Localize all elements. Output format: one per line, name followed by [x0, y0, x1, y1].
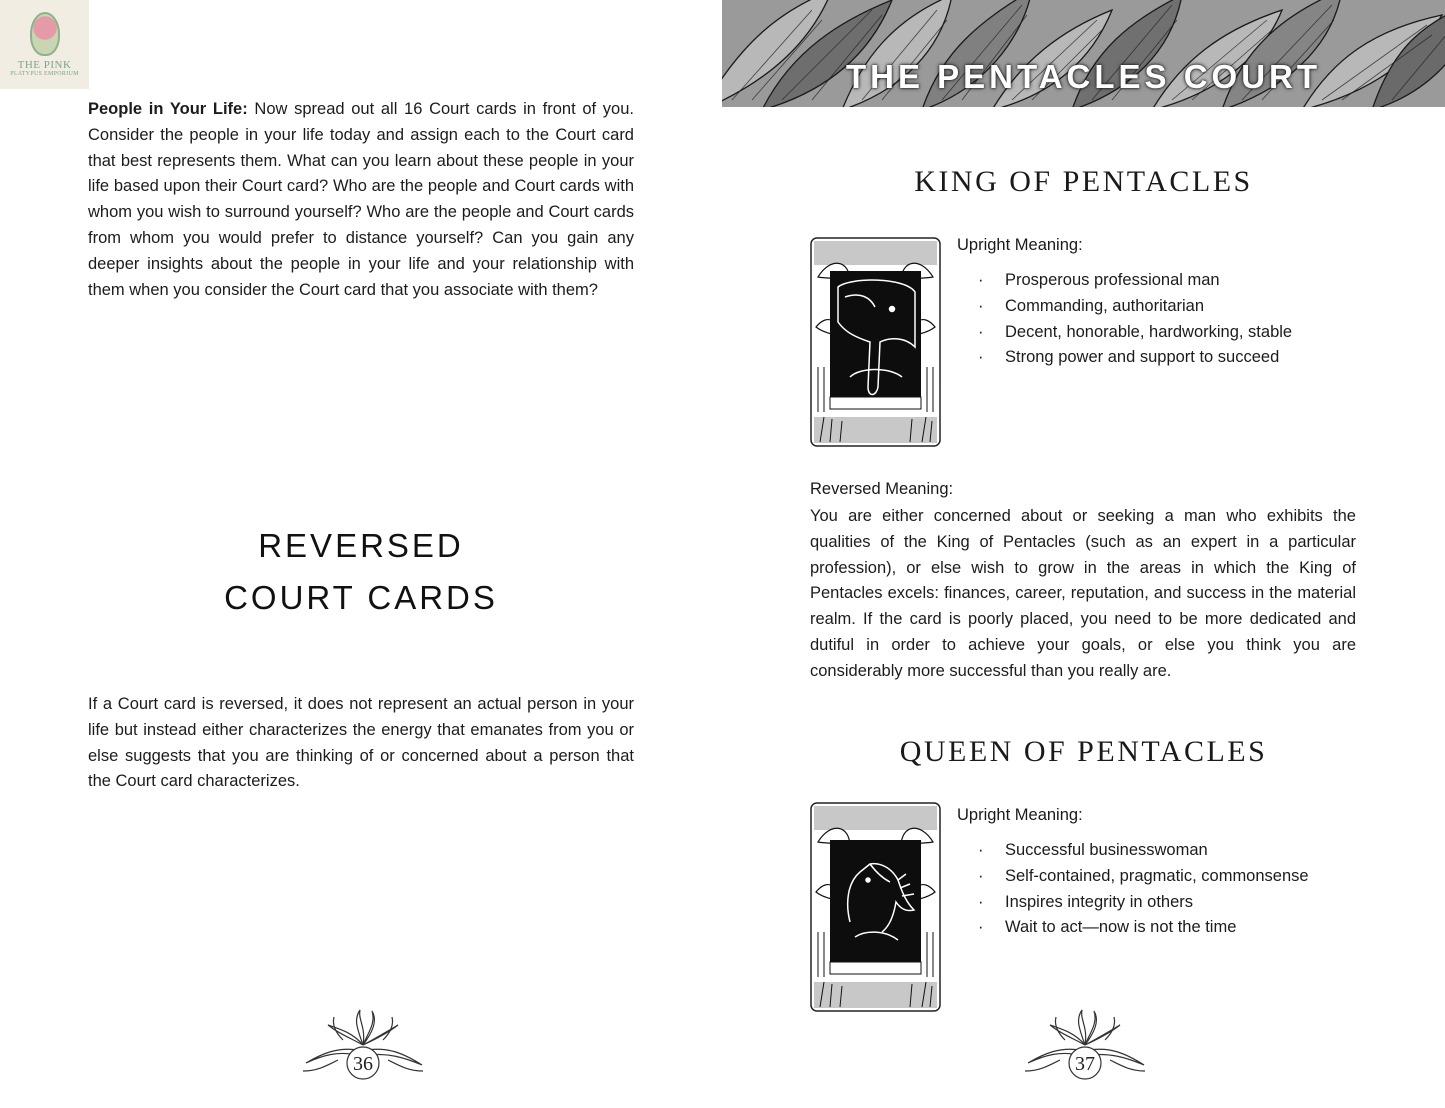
- queen-card-image: [810, 802, 941, 1012]
- logo-line2: PLATYPUS EMPORIUM: [10, 71, 79, 77]
- people-text: Now spread out all 16 Court cards in front of you. Consider the people in your life today and assign each to the Court card that best represents them. What can you learn about these people in your life based upon their Court card? Who are the people and Court cards with whom you wish to surround yourself? Who are the people and Court cards from whom you would prefer to distance yourself? Can you gain any deeper insights about the people in your life and your relationship with them when you consider the Court card that you associate with them?: [88, 100, 634, 299]
- bullet-icon: ·: [978, 892, 984, 911]
- king-upright-list: [978, 268, 1292, 371]
- king-upright-label: Upright Meaning:: [957, 236, 1083, 254]
- publisher-logo: [0, 0, 89, 89]
- king-card-image: [810, 237, 941, 447]
- page-number-right: [1020, 1005, 1150, 1080]
- list-item: · Strong power and support to succeed: [978, 345, 1292, 371]
- bullet-icon: ·: [978, 322, 984, 341]
- king-reversed-label: Reversed Meaning:: [810, 480, 954, 498]
- horse-card-icon: [810, 802, 941, 1012]
- flamingo-logo-icon: [30, 12, 60, 56]
- banner-title: THE PENTACLES COURT: [845, 58, 1322, 95]
- pentacles-court-banner: [722, 0, 1445, 107]
- people-in-your-life-paragraph: [88, 97, 634, 303]
- queen-upright-label: Upright Meaning:: [957, 806, 1083, 824]
- list-item: · Decent, honorable, hardworking, stable: [978, 320, 1292, 346]
- page-number-37: 37: [1075, 1053, 1095, 1075]
- reversed-court-cards-paragraph: If a Court card is reversed, it does not represent an actual person in your life but instead either characterizes the energy that emanates from you or else suggests that you are thinking of or concerned about a person that the Court card characterizes.: [88, 695, 634, 791]
- reversed-heading-line1: REVERSED: [258, 527, 464, 564]
- list-item: · Successful businesswoman: [978, 838, 1309, 864]
- list-item: · Self-contained, pragmatic, commonsense: [978, 864, 1309, 890]
- king-of-pentacles-heading: KING OF PENTACLES: [914, 165, 1253, 198]
- bullet-icon: ·: [978, 841, 984, 859]
- elephant-card-icon: [810, 237, 941, 447]
- king-reversed-text: You are either concerned about or seeking a man who exhibits the qualities of the King of Pentacles (such as an expert in a particular profession), or else wish to grow in the areas in which the King of Pentacles excels: finances, career, reputation, and success in the material realm. If the card is poorly placed, you need to be more dedicated and dutiful in order to achieve your goals, or else you think you are considerably more successful than you really are.: [810, 507, 1356, 680]
- bullet-icon: ·: [978, 866, 984, 885]
- page-number-left: [298, 1005, 428, 1080]
- bullet-icon: ·: [978, 296, 984, 315]
- bullet-icon: ·: [978, 271, 984, 289]
- bullet-icon: ·: [978, 918, 984, 937]
- page-number-36: 36: [353, 1053, 373, 1075]
- queen-upright-list: [978, 838, 1309, 941]
- list-item: · Commanding, authoritarian: [978, 294, 1292, 320]
- logo-line1: THE PINK: [17, 59, 72, 71]
- queen-of-pentacles-heading: QUEEN OF PENTACLES: [899, 735, 1268, 768]
- bullet-icon: ·: [978, 348, 984, 367]
- people-label: People in Your Life:: [88, 100, 248, 118]
- list-item: · Inspires integrity in others: [978, 890, 1309, 916]
- reversed-heading-line2: COURT CARDS: [224, 579, 498, 616]
- reversed-court-cards-heading: [130, 520, 592, 624]
- list-item: · Prosperous professional man: [978, 268, 1292, 294]
- list-item: · Wait to act—now is not the time: [978, 915, 1309, 941]
